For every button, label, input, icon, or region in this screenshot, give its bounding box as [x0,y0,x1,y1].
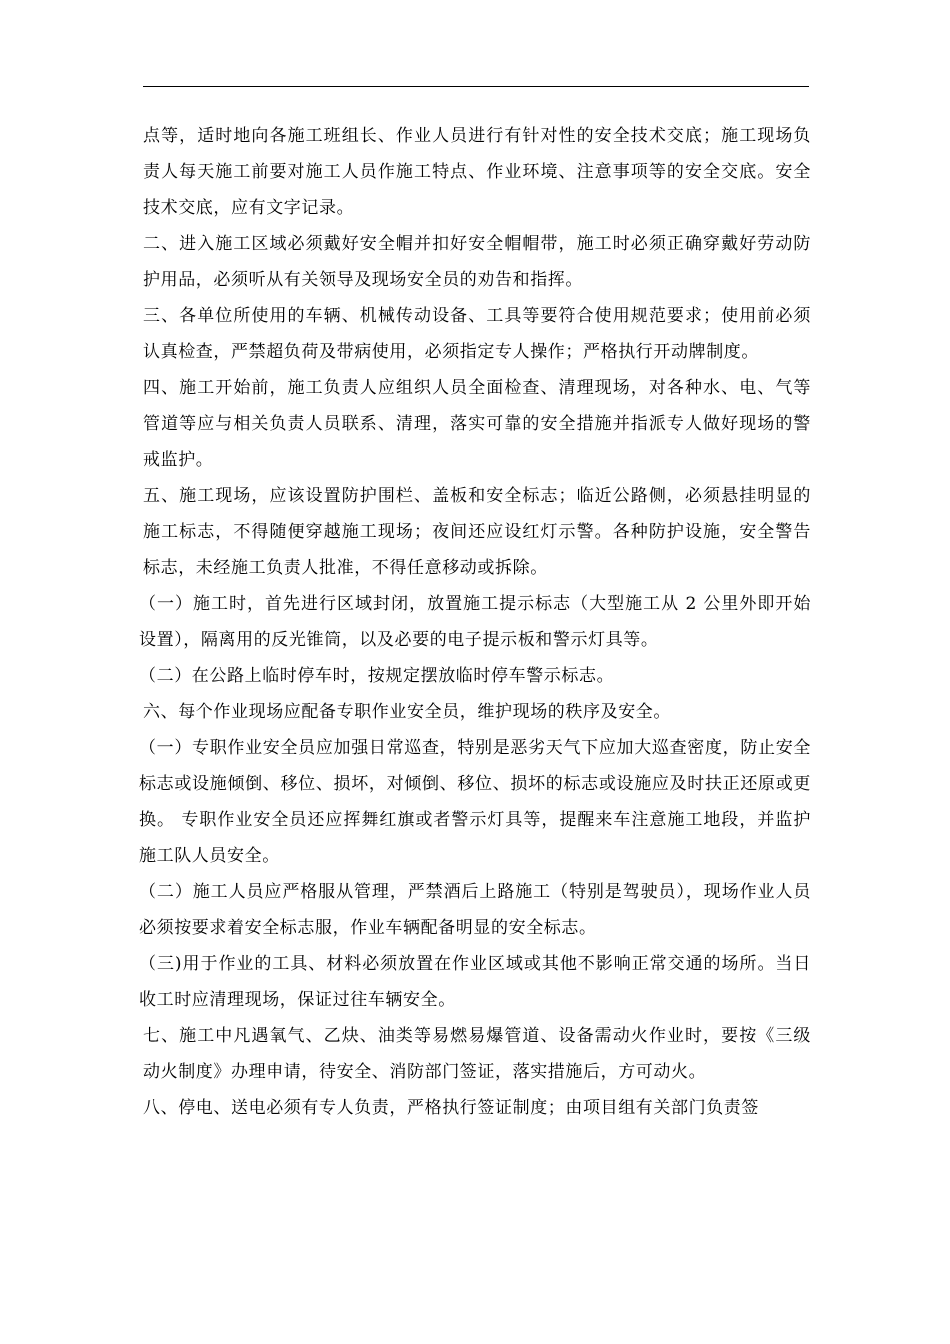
document-body [139,118,811,1126]
paragraph-item-3: 三、各单位所使用的车辆、机械传动设备、工具等要符合使用规范要求；使用前必须认真检查，严禁超负荷及带病使用，必须指定专人操作；严格执行开动牌制度。 [143,306,811,362]
paragraph-item-6-sub-1: （一）专职作业安全员应加强日常巡查，特别是恶劣天气下应加大巡查密度，防止安全标志或设施倾倒、移位、损坏，对倾倒、移位、损坏的标志或设施应及时扶正还原或更换。 专职作业安全员还应挥舞红旗或者警示灯具等，提醒来车注意施工地段，并监护施工队人员安全。 [139,738,811,866]
paragraph-item-6-sub-2: （二）施工人员应严格服从管理，严禁酒后上路施工（特别是驾驶员），现场作业人员必须按要求着安全标志服，作业车辆配备明显的安全标志。 [139,882,811,938]
header-rule [143,86,809,87]
paragraph-item-5-sub-1: （一）施工时，首先进行区域封闭，放置施工提示标志（大型施工从 2 公里外即开始设置），隔离用的反光锥筒，以及必要的电子提示板和警示灯具等。 [139,594,811,650]
paragraph-item-6: 六、每个作业现场应配备专职作业安全员，维护现场的秩序及安全。 [143,702,671,722]
paragraph-item-2: 二、进入施工区域必须戴好安全帽并扣好安全帽帽带，施工时必须正确穿戴好劳动防护用品，必须听从有关领导及现场安全员的劝告和指挥。 [143,234,811,290]
paragraph-item-8: 八、停电、送电必须有专人负责，严格执行签证制度；由项目组有关部门负责签 [143,1098,759,1118]
paragraph-item-4: 四、施工开始前，施工负责人应组织人员全面检查、清理现场，对各种水、电、气等管道等应与相关负责人员联系、清理，落实可靠的安全措施并指派专人做好现场的警戒监护。 [143,378,811,470]
paragraph-continuation: 点等，适时地向各施工班组长、作业人员进行有针对性的安全技术交底；施工现场负责人每天施工前要对施工人员作施工特点、作业环境、注意事项等的安全交底。安全技术交底，应有文字记录。 [143,126,811,218]
paragraph-item-5: 五、施工现场，应该设置防护围栏、盖板和安全标志；临近公路侧，必须悬挂明显的施工标志，不得随便穿越施工现场；夜间还应设红灯示警。各种防护设施，安全警告标志，未经施工负责人批准，不得任意移动或拆除。 [143,486,811,578]
paragraph-item-5-sub-2: （二）在公路上临时停车时，按规定摆放临时停车警示标志。 [139,666,615,686]
paragraph-item-7: 七、施工中凡遇氧气、乙炔、油类等易燃易爆管道、设备需动火作业时，要按《三级动火制度》办理申请，待安全、消防部门签证，落实措施后，方可动火。 [143,1026,811,1082]
paragraph-item-6-sub-3: （三)用于作业的工具、材料必须放置在作业区域或其他不影响正常交通的场所。当日收工时应清理现场，保证过往车辆安全。 [139,954,811,1010]
